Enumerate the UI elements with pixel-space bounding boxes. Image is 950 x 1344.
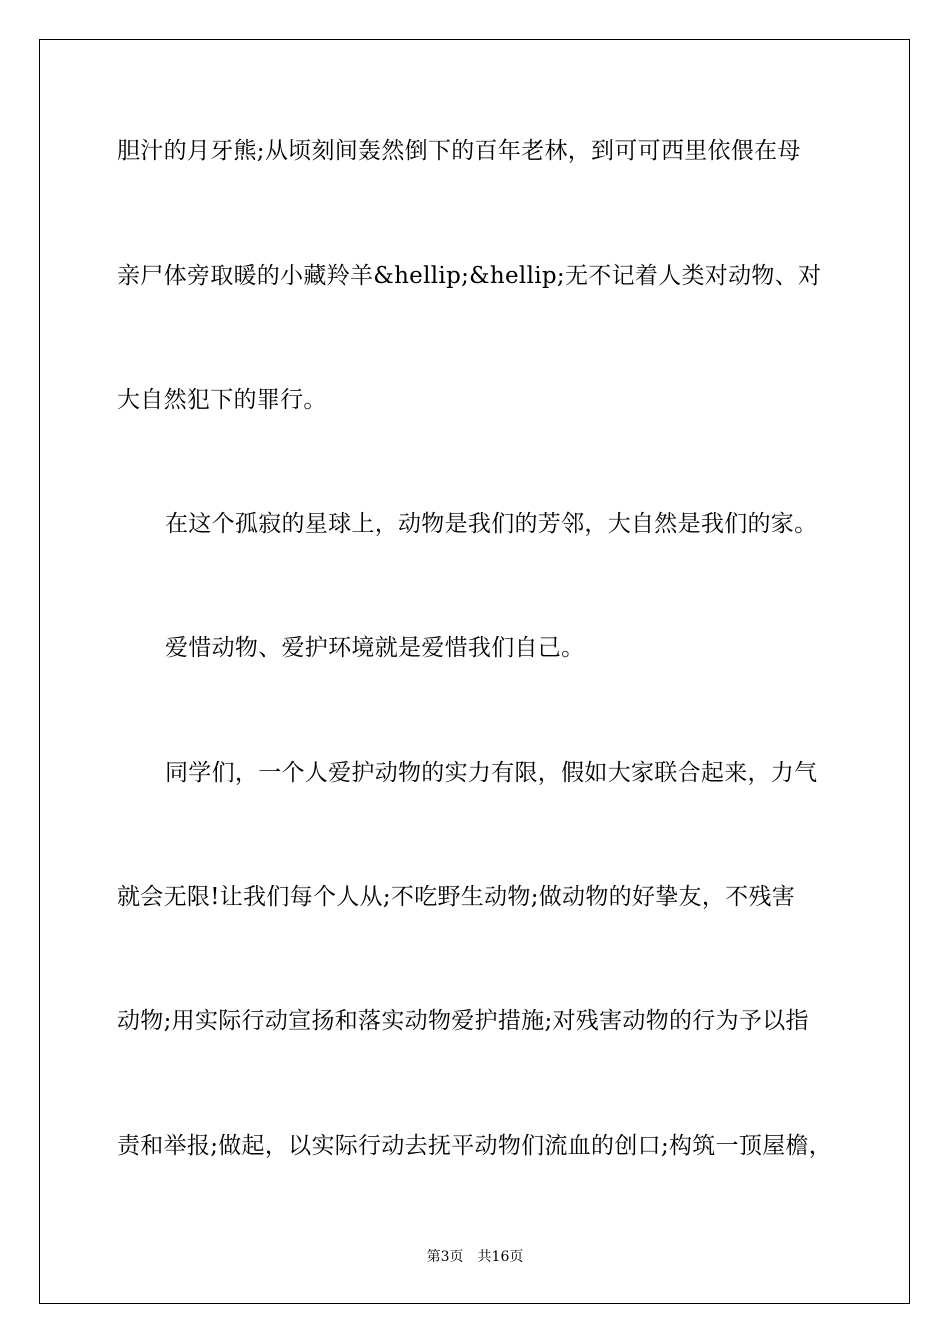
body-line-7: 就会无限!让我们每个人从;不吃野生动物;做动物的好挚友，不残害 bbox=[117, 884, 796, 910]
body-line-1: 胆汁的月牙熊;从顷刻间轰然倒下的百年老林，到可可西里依偎在母 bbox=[117, 138, 801, 164]
page-number: 第3页 bbox=[426, 1249, 464, 1265]
body-line-4: 在这个孤寂的星球上，动物是我们的芳邻，大自然是我们的家。 bbox=[165, 511, 818, 537]
body-line-2: 亲尸体旁取暖的小藏羚羊&hellip;&hellip;无不记着人类对动物、对 bbox=[117, 263, 822, 289]
body-line-9: 责和举报;做起，以实际行动去抚平动物们流血的创口;构筑一顶屋檐， bbox=[117, 1133, 833, 1159]
page-border bbox=[39, 39, 910, 1304]
page-total: 共16页 bbox=[477, 1249, 524, 1265]
body-line-6: 同学们，一个人爱护动物的实力有限，假如大家联合起来，力气 bbox=[165, 760, 818, 786]
body-line-5: 爱惜动物、爱护环境就是爱惜我们自己。 bbox=[165, 635, 585, 661]
page-footer bbox=[0, 1248, 950, 1266]
body-line-3: 大自然犯下的罪行。 bbox=[117, 387, 327, 413]
body-line-8: 动物;用实际行动宣扬和落实动物爱护措施;对残害动物的行为予以指 bbox=[117, 1008, 809, 1034]
